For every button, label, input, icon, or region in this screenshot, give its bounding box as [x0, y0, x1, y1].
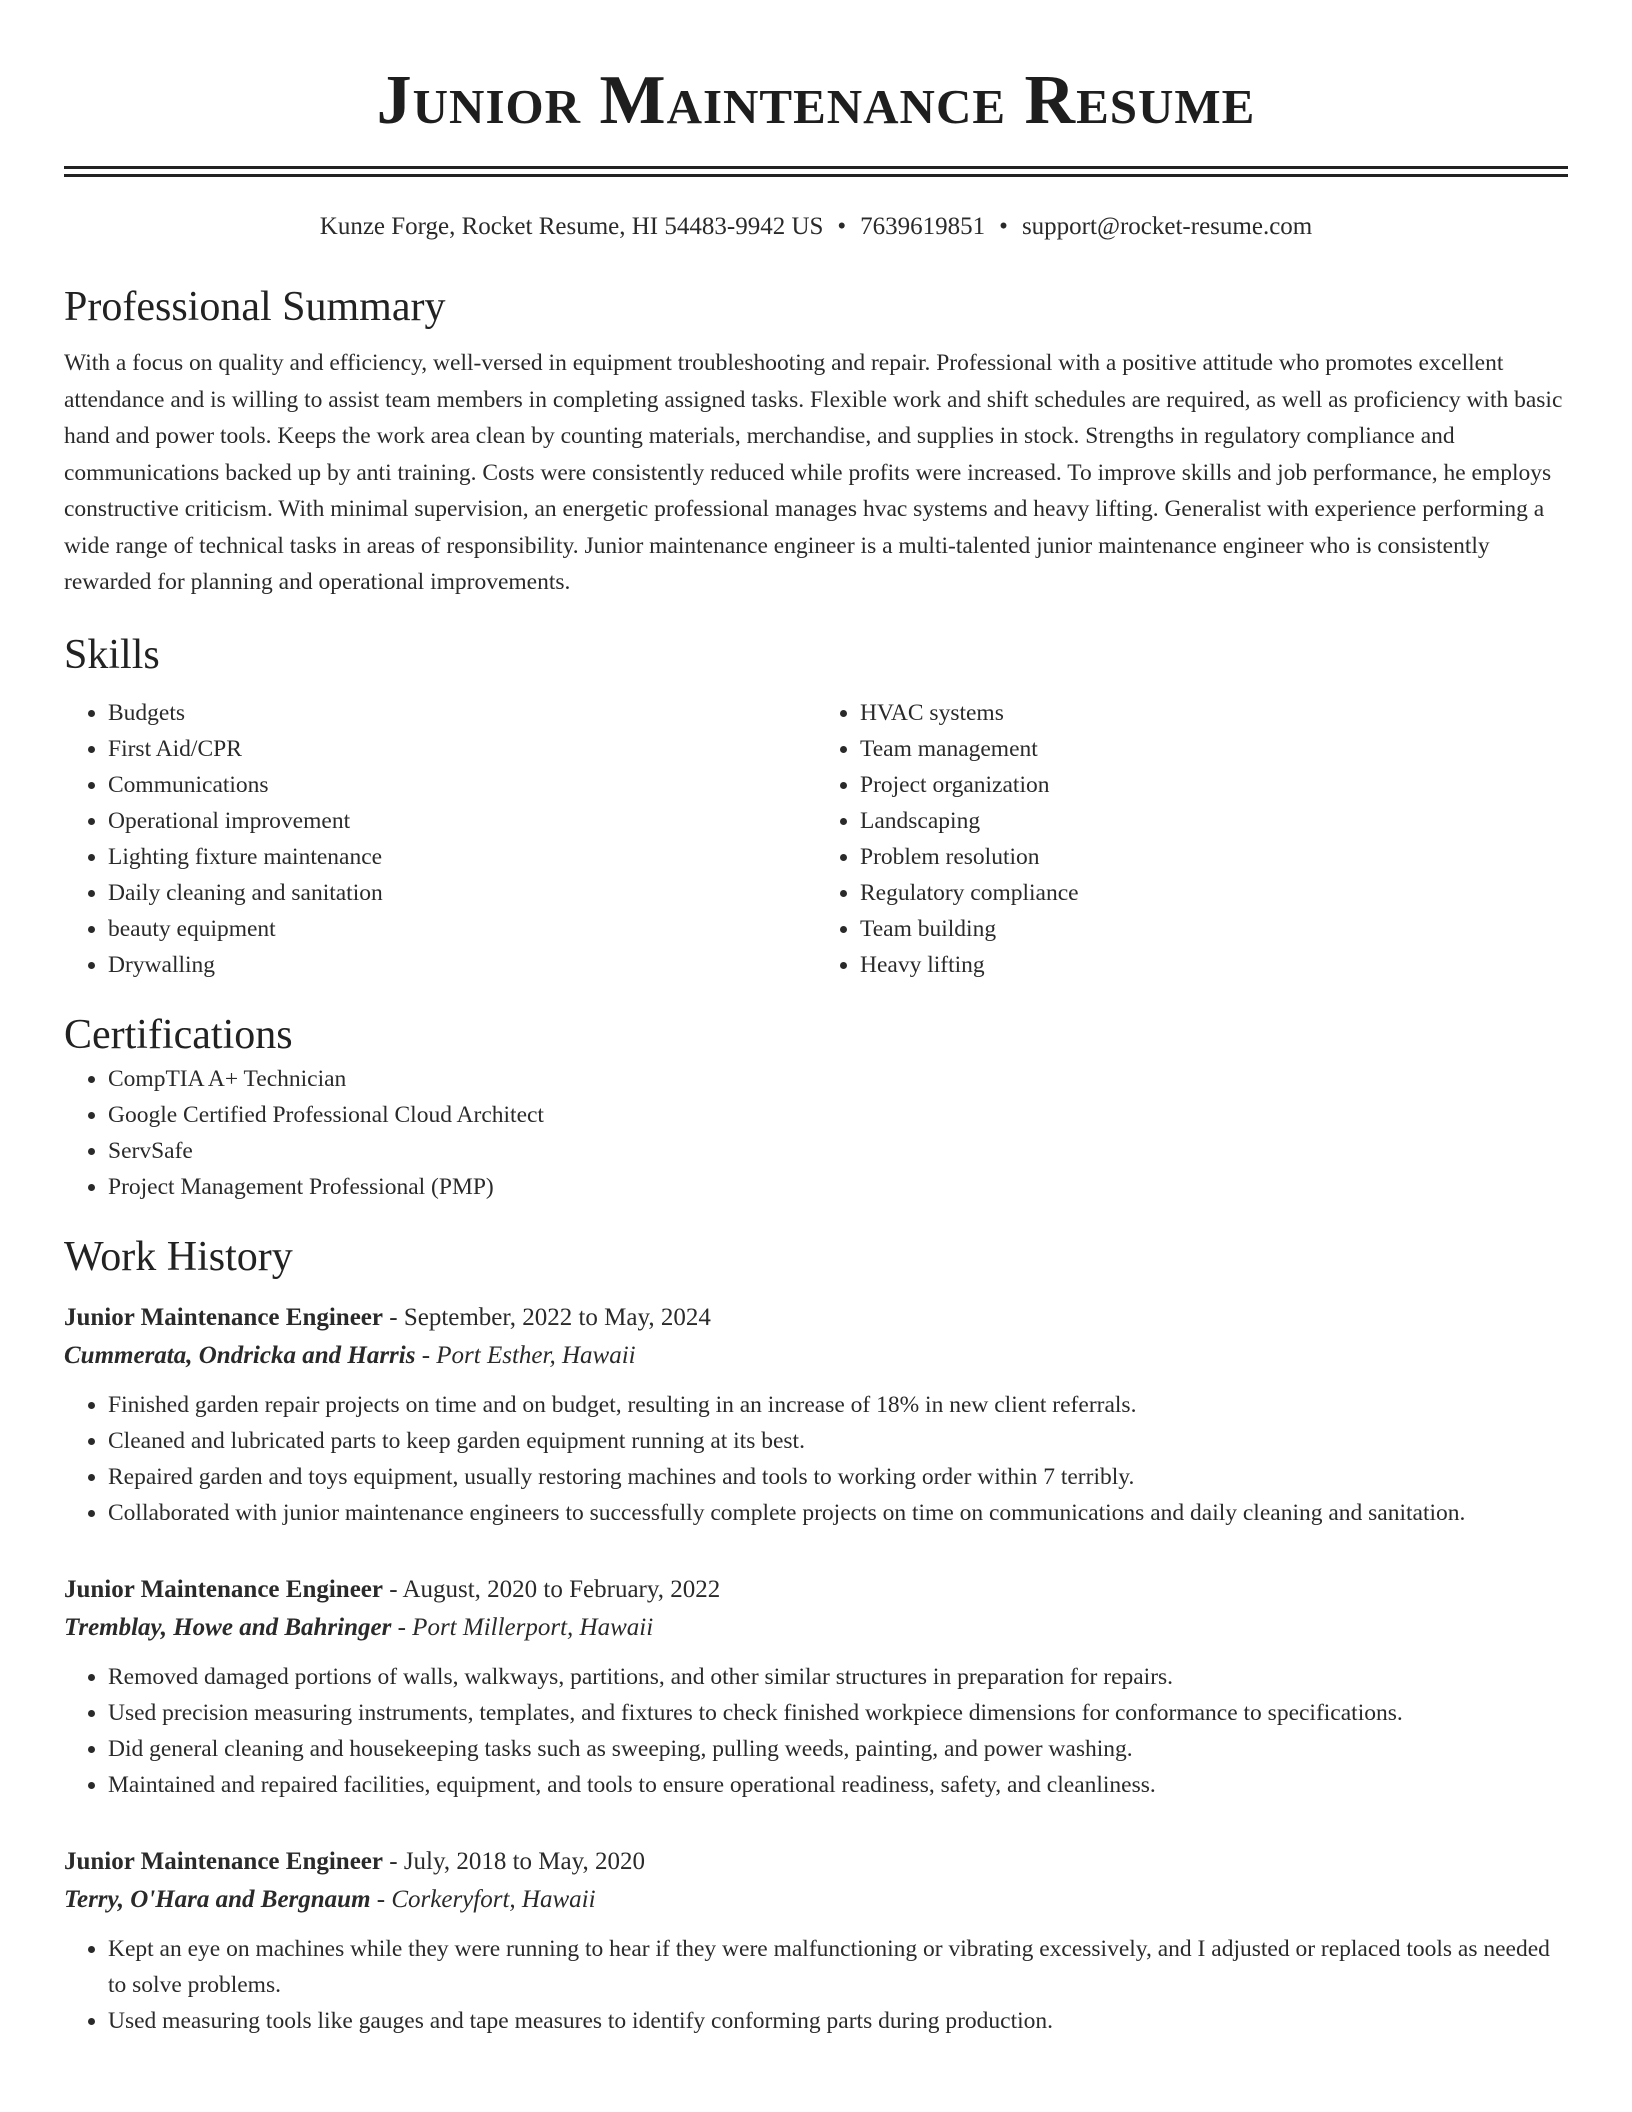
skill-item: • Landscaping: [860, 803, 1568, 839]
skill-item: • Regulatory compliance: [860, 875, 1568, 911]
contact-separator: •: [999, 213, 1008, 240]
job-duty: • Cleaned and lubricated parts to keep garden equipment running at its best.: [108, 1423, 1568, 1459]
job-employer-line: Terry, O'Hara and Bergnaum - Corkeryfort, Hawaii: [64, 1885, 596, 1913]
job-title-line: Junior Maintenance Engineer - September, 2022 to May, 2024: [64, 1303, 711, 1331]
work-history-heading: Work History: [64, 1233, 293, 1280]
certifications-heading: Certifications: [64, 1011, 293, 1058]
skill-item: • Heavy lifting: [860, 947, 1568, 983]
job-duty: • Removed damaged portions of walls, walkways, partitions, and other similar structures in preparation for repairs.: [108, 1659, 1568, 1695]
certification-item: • CompTIA A+ Technician: [108, 1061, 1568, 1097]
skill-item: • Lighting fixture maintenance: [108, 839, 816, 875]
job-entry: [64, 1299, 1568, 1531]
skills-list-right: [816, 695, 1568, 983]
job-location: Corkeryfort, Hawaii: [391, 1885, 596, 1913]
skill-item: • Daily cleaning and sanitation: [108, 875, 816, 911]
skill-item: • First Aid/CPR: [108, 731, 816, 767]
job-title-line: Junior Maintenance Engineer - August, 2020 to February, 2022: [64, 1575, 721, 1603]
contact-line: [64, 211, 1568, 243]
job-employer-line: Cummerata, Ondricka and Harris - Port Esther, Hawaii: [64, 1341, 636, 1369]
summary-heading: Professional Summary: [64, 284, 446, 330]
job-location: Port Millerport, Hawaii: [412, 1613, 654, 1641]
job-duty: • Did general cleaning and housekeeping tasks such as sweeping, pulling weeds, painting, and power washing.: [108, 1731, 1568, 1767]
job-duties-list: [64, 1659, 1568, 1803]
job-duty: • Kept an eye on machines while they were running to hear if they were malfunctioning or vibrating excessively, and I adjusted or replaced tools as needed to solve problems.: [108, 1931, 1568, 2003]
skill-item: • Project organization: [860, 767, 1568, 803]
skills-grid: [64, 695, 1568, 983]
skill-item: • Operational improvement: [108, 803, 816, 839]
certification-item: • Google Certified Professional Cloud Architect: [108, 1097, 1568, 1133]
contact-phone[interactable]: 7639619851: [860, 213, 986, 240]
job-dates: September, 2022 to May, 2024: [403, 1303, 711, 1331]
job-duty: • Used precision measuring instruments, templates, and fixtures to check finished workpiece dimensions for conformance to specifications.: [108, 1695, 1568, 1731]
job-duties-list: [64, 1387, 1568, 1531]
job-title-line: Junior Maintenance Engineer - July, 2018 to May, 2020: [64, 1847, 646, 1875]
job-role: Junior Maintenance Engineer: [64, 1575, 383, 1603]
job-duty: • Finished garden repair projects on time and on budget, resulting in an increase of 18% in new client referrals.: [108, 1387, 1568, 1423]
job-dates: July, 2018 to May, 2020: [403, 1847, 646, 1875]
job-company: Cummerata, Ondricka and Harris: [64, 1341, 416, 1369]
contact-separator: •: [837, 213, 847, 240]
job-duty: • Used measuring tools like gauges and tape measures to identify conforming parts during production.: [108, 2003, 1568, 2039]
job-employer-line: Tremblay, Howe and Bahringer - Port Millerport, Hawaii: [64, 1613, 654, 1641]
summary-text: With a focus on quality and efficiency, well-versed in equipment troubleshooting and repair. Professional with a positive attitude who promotes excellent attendance and is willing to assist team members in completing assigned tasks. Flexible work and shift schedules are required, as well as proficiency with basic hand and power tools. Keeps the work area clean by counting materials, merchandise, and supplies in stock. Strengths in regulatory compliance and communications backed up by anti training. Costs were consistently reduced while profits were increased. To improve skills and job performance, he employs constructive criticism. With minimal supervision, an energetic professional manages hvac systems and heavy lifting. Generalist with experience performing a wide range of technical tasks in areas of responsibility. Junior maintenance engineer is a multi-talented junior maintenance engineer who is consistently rewarded for planning and operational improvements.: [64, 350, 1563, 595]
job-entry: [64, 1843, 1568, 2039]
job-role: Junior Maintenance Engineer: [64, 1303, 383, 1331]
contact-address: Kunze Forge, Rocket Resume, HI 54483-9942 US: [319, 213, 824, 240]
job-role: Junior Maintenance Engineer: [64, 1847, 383, 1875]
skills-list-left: [64, 695, 816, 983]
skill-item: • Problem resolution: [860, 839, 1568, 875]
job-location: Port Esther, Hawaii: [436, 1341, 636, 1369]
certification-item: • Project Management Professional (PMP): [108, 1169, 1568, 1205]
skill-item: • Drywalling: [108, 947, 816, 983]
job-duty: • Repaired garden and toys equipment, usually restoring machines and tools to working order within 7 terribly.: [108, 1459, 1568, 1495]
skills-heading: Skills: [64, 631, 160, 678]
skill-item: • Team management: [860, 731, 1568, 767]
contact-email[interactable]: support@rocket-resume.com: [1021, 213, 1313, 240]
skill-item: • Communications: [108, 767, 816, 803]
skill-item: • Budgets: [108, 695, 816, 731]
skill-item: • Team building: [860, 911, 1568, 947]
skill-item: • beauty equipment: [108, 911, 816, 947]
resume-title: Junior Maintenance Resume: [376, 62, 1256, 139]
job-company: Terry, O'Hara and Bergnaum: [64, 1885, 371, 1913]
job-duties-list: [64, 1931, 1568, 2039]
job-entry: [64, 1571, 1568, 1803]
job-duty: • Maintained and repaired facilities, equipment, and tools to ensure operational readiness, safety, and cleanliness.: [108, 1767, 1568, 1803]
job-duty: • Collaborated with junior maintenance engineers to successfully complete projects on time on communications and daily cleaning and sanitation.: [108, 1495, 1568, 1531]
certifications-list: [64, 1061, 1568, 1205]
job-company: Tremblay, Howe and Bahringer: [64, 1613, 392, 1641]
job-dates: August, 2020 to February, 2022: [402, 1575, 721, 1603]
certification-item: • ServSafe: [108, 1133, 1568, 1169]
title-double-rule: [64, 166, 1568, 177]
skill-item: • HVAC systems: [860, 695, 1568, 731]
